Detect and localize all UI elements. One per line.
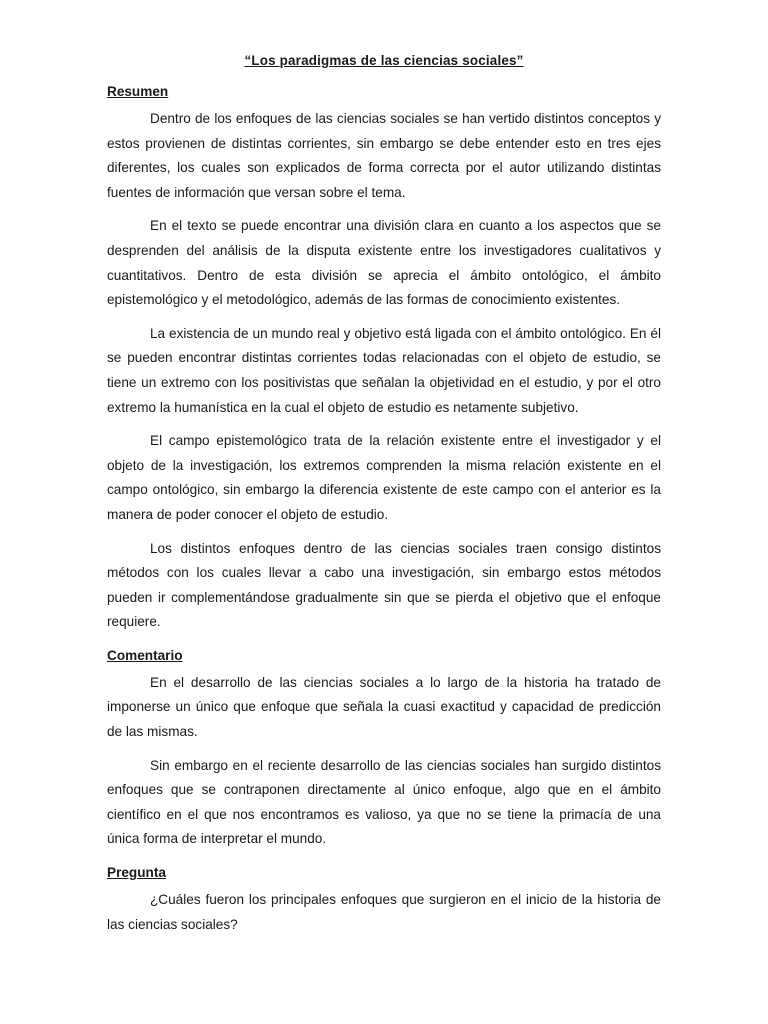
comentario-paragraph-1: En el desarrollo de las ciencias sociales a lo largo de la historia ha tratado de imponerse un único que enfoque que señala la cuasi exactitud y capacidad de predicción de las mismas.	[107, 674, 661, 740]
section-heading-comentario: Comentario	[107, 647, 183, 663]
comentario-paragraph-2: Sin embargo en el reciente desarrollo de las ciencias sociales han surgido distintos enfoques que se contraponen directamente al único enfoque, algo que en el ámbito científico en el que nos encontramos es valioso, ya que no se tiene la primacía de una única forma de interpretar el mundo.	[107, 757, 661, 847]
resumen-paragraph-5: Los distintos enfoques dentro de las ciencias sociales traen consigo distintos métodos con los cuales llevar a cabo una investigación, sin embargo estos métodos pueden ir complementándose gradualmente sin que se pierda el objetivo que el enfoque requiere.	[107, 540, 661, 630]
document-title: “Los paradigmas de las ciencias sociales”	[244, 53, 524, 68]
resumen-paragraph-4: El campo epistemológico trata de la relación existente entre el investigador y el objeto de la investigación, los extremos comprenden la misma relación existente en el campo ontológico, sin embargo la diferencia existente de este campo con el anterior es la manera de poder conocer el objeto de estudio.	[107, 433, 661, 522]
section-heading-pregunta: Pregunta	[107, 865, 166, 881]
document-page	[107, 50, 661, 937]
pregunta-paragraph-1: ¿Cuáles fueron los principales enfoques que surgieron en el inicio de la historia de las ciencias sociales?	[107, 892, 661, 932]
section-heading-resumen: Resumen	[107, 84, 169, 99]
resumen-paragraph-2: En el texto se puede encontrar una división clara en cuanto a los aspectos que se desprenden del análisis de la disputa existente entre los investigadores cualitativos y cuantitativos. Dentro de esta división se aprecia el ámbito ontológico, el ámbito epistemológico y el metodológico, además de las formas de conocimiento existentes.	[107, 218, 661, 308]
resumen-paragraph-3: La existencia de un mundo real y objetivo está ligada con el ámbito ontológico. En él se pueden encontrar distintas corrientes todas relacionadas con el objeto de estudio, se tiene un extremo con los positivistas que señalan la objetividad en el estudio, y por el otro extremo la humanística en la cual el objeto de estudio es netamente subjetivo.	[107, 325, 661, 415]
resumen-paragraph-1: Dentro de los enfoques de las ciencias sociales se han vertido distintos conceptos y estos provienen de distintas corrientes, sin embargo se debe entender esto en tres ejes diferentes, los cuales son explicados de forma correcta por el autor utilizando distintas fuentes de información que versan sobre el tema.	[107, 111, 661, 200]
